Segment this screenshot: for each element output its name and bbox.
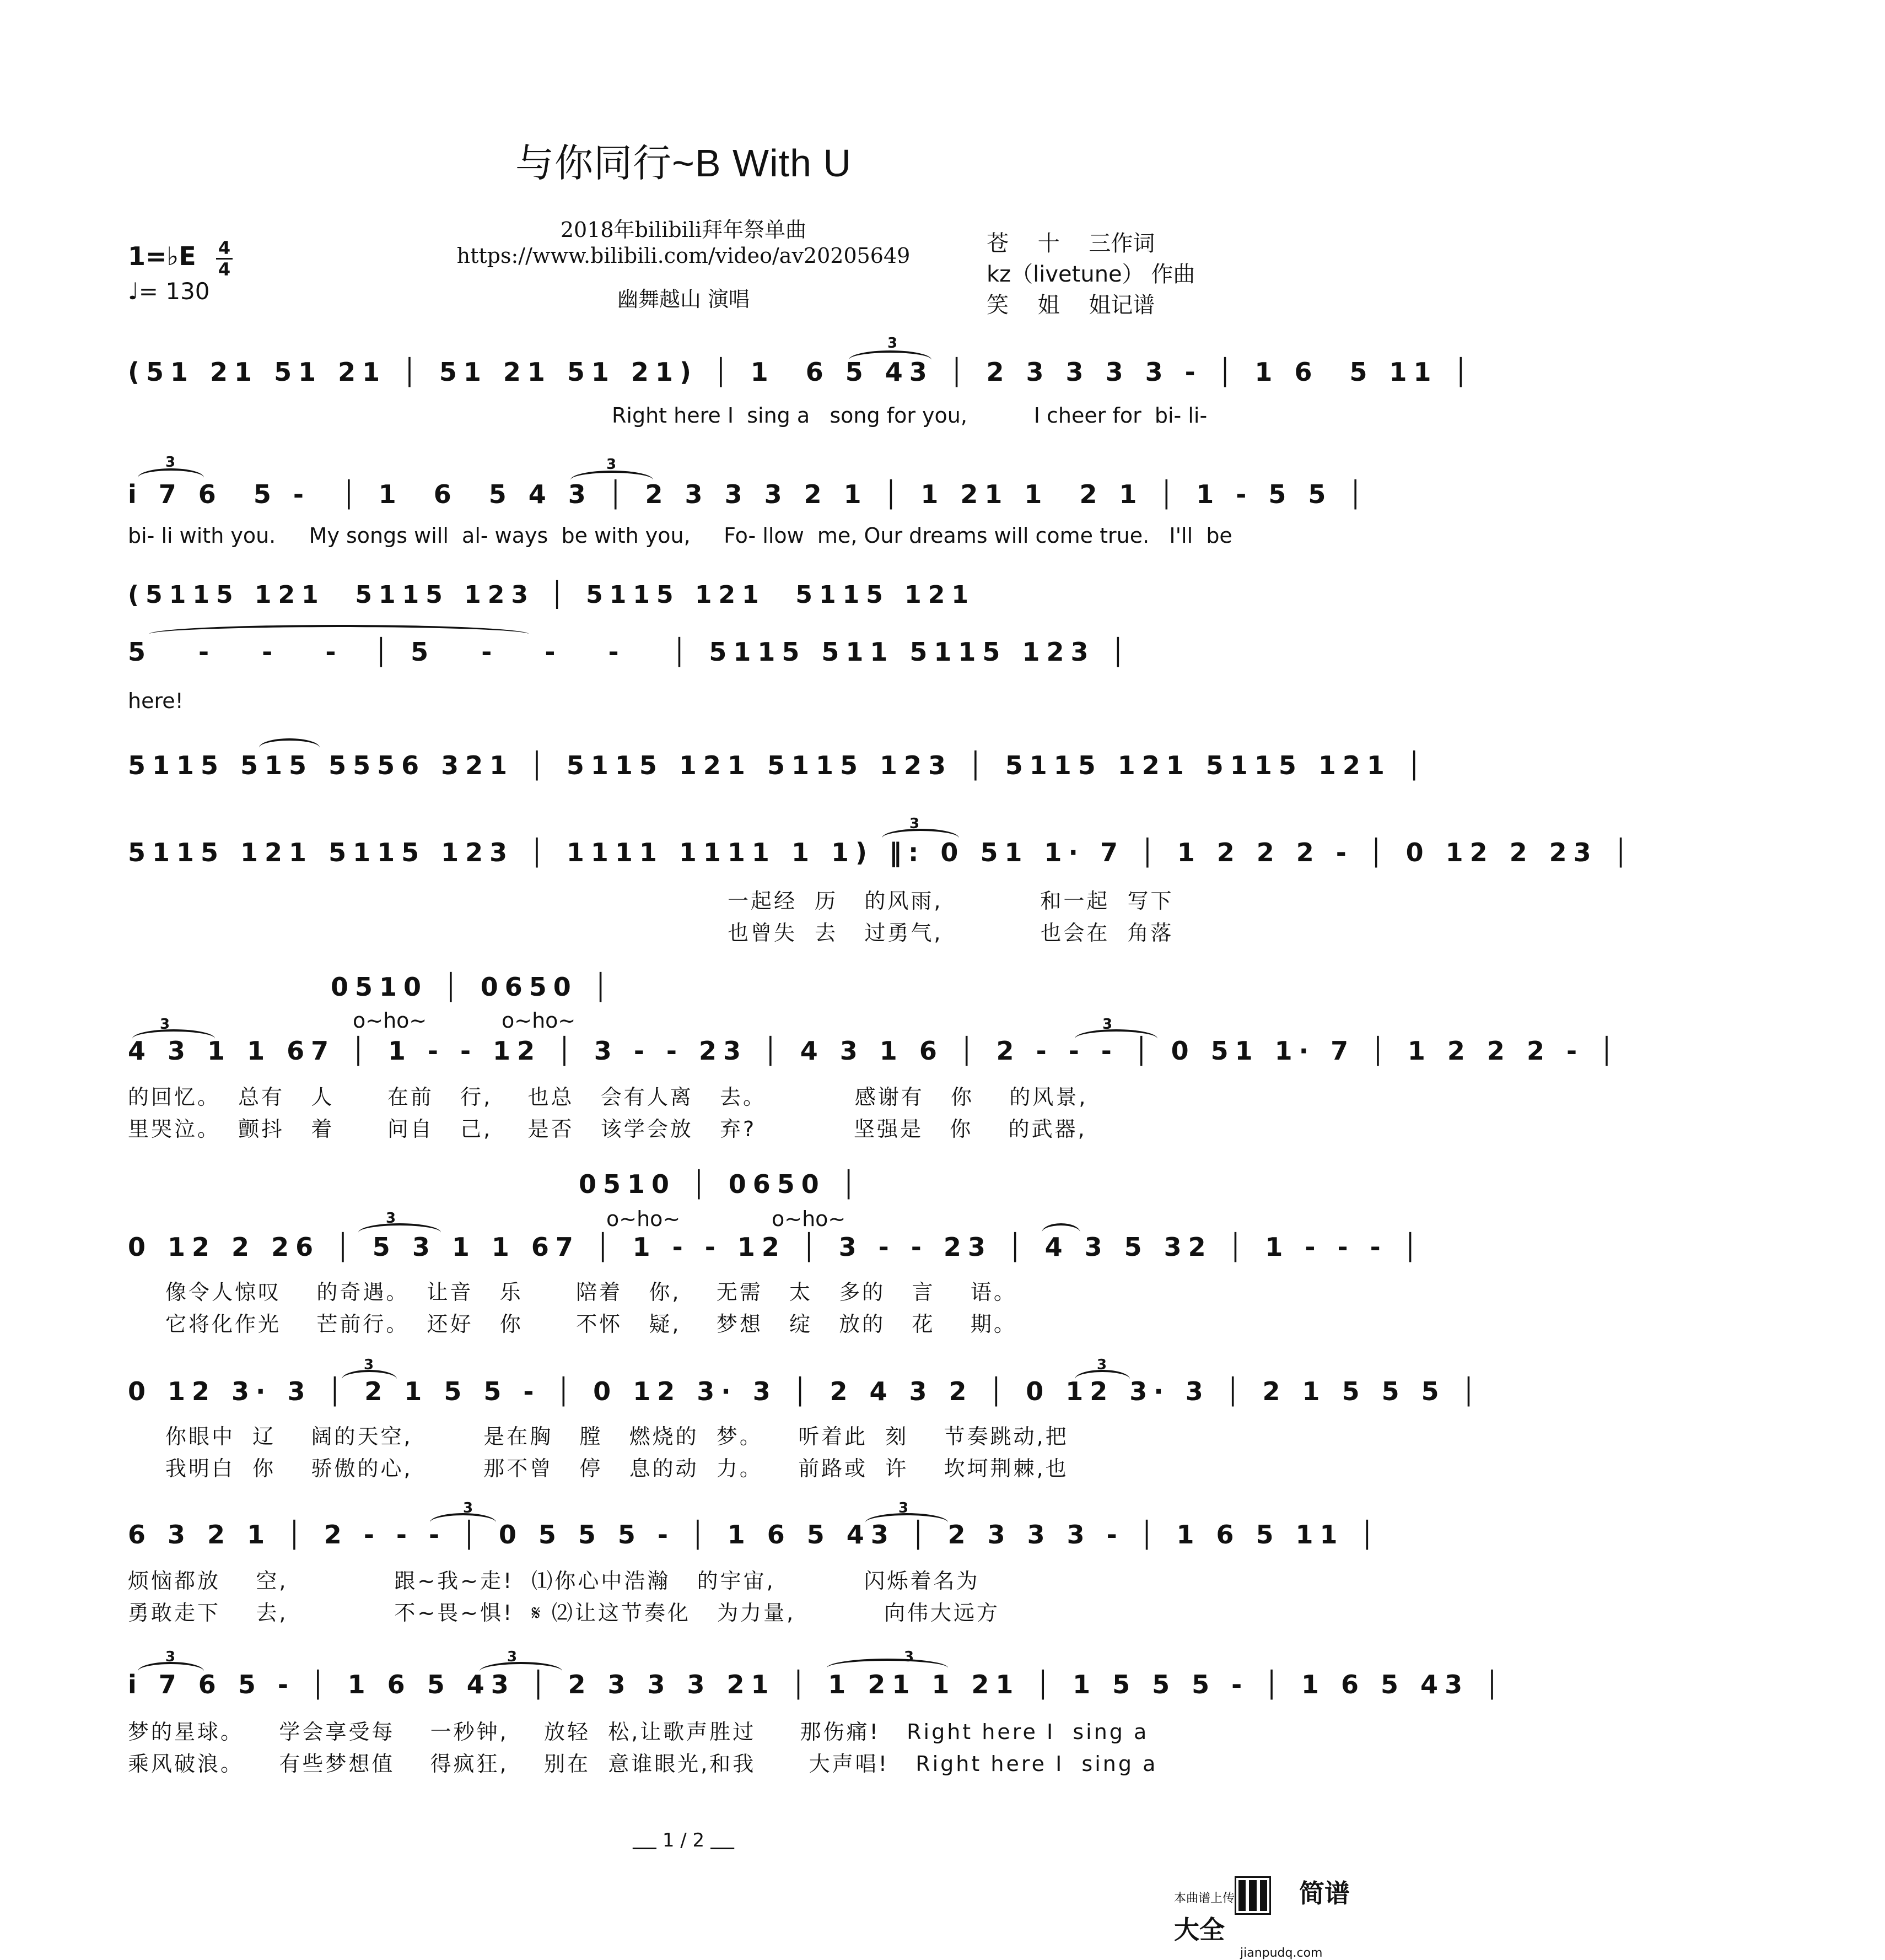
lyric-row-7-verse1: 像令人惊叹 的奇遇。 让音 乐 陪着 你, 无需 太 多的 言 语。 (165, 1280, 1017, 1304)
lyric-row-7-verse2: 它将化作光 芒前行。 还好 你 不怀 疑, 梦想 绽 放的 花 期。 (165, 1312, 1017, 1336)
meter-bottom: 4 (218, 259, 231, 280)
notation-row-3-lower: 5 - - - │ 5 - - - │ 5115 511 5115 123 │ (128, 637, 1133, 667)
notation-row-4: 5115 515 5556 321 │ 5115 121 5115 123 │ 5115 121 5115 121 │ (128, 750, 1429, 780)
lyric-row-6-verse1: 的回忆。 总有 人 在前 行, 也总 会有人离 去。 感谢有 你 的风景, (128, 1085, 1088, 1109)
subtitle-line1: 2018年bilibili拜年祭单曲 (560, 218, 807, 242)
page-number (0, 1829, 1367, 1851)
lyric-row-9-verse2: 勇敢走下 去, 不~畏~惧! 𝄋 ⑵让这节奏化 为力量, 向伟大远方 (128, 1601, 1000, 1625)
notation-row-10: i 7 6 5 - │ 1 6 5 43 │ 2 3 3 3 21 │ 1 21 1 21 │ 1 5 5 5 - │ 1 6 5 43 │ (128, 1670, 1506, 1699)
lyric-row-10-verse1: 梦的星球。 学会享受每 一秒钟, 放轻 松,让歌声胜过 那伤痛! Right here I sing a (128, 1720, 1149, 1744)
lyric-row-5-verse2: 也曾失 去 过勇气, 也会在 角落 (728, 921, 1174, 945)
triplet-mark: 3 (463, 1500, 473, 1516)
notation-row-8: 0 12 3· 3 │ 2 1 5 5 - │ 0 12 3· 3 │ 2 4 3 2 │ 0 12 3· 3 │ 2 1 5 5 5 │ (128, 1376, 1483, 1406)
notation-row-2: i 7 6 5 - │ 1 6 5 4 3 │ 2 3 3 3 2 1 │ 1 21 1 2 1 │ 1 - 5 5 │ (128, 479, 1370, 509)
lyric-row-3: here! (128, 689, 184, 713)
triplet-mark: 3 (887, 335, 898, 352)
notation-row-3-upper: (5115 121 5115 123 │ 5115 121 5115 121 (128, 581, 976, 609)
lyricist: 苍 十 三作词 (987, 231, 1155, 256)
brand-name: 简谱大全 (1174, 1878, 1350, 1945)
meter-top: 4 (218, 237, 231, 258)
notation-row-6: 4 3 1 1 67 │ 1 - - 12 │ 3 - - 23 │ 4 3 1 6 │ 2 - - - │ 0 51 1· 7 │ 1 2 2 2 - │ (128, 1036, 1621, 1066)
brand-url: jianpudq.com (1240, 1946, 1323, 1960)
tempo-marking: ♩= 130 (128, 278, 210, 305)
triplet-mark: 3 (1102, 1016, 1113, 1033)
backing-vocal-3: o~ho~ (606, 1207, 681, 1231)
triplet-mark: 3 (898, 1500, 909, 1516)
triplet-mark: 3 (507, 1649, 518, 1665)
notation-row-5: 5115 121 5115 123 │ 1111 1111 1 1) ‖: 0 51 1· 7 │ 1 2 2 2 - │ 0 12 2 23 │ (128, 838, 1635, 867)
backing-vocal-4: o~ho~ (772, 1207, 846, 1231)
notation-row-7: 0 12 2 26 │ 5 3 1 1 67 │ 1 - - 12 │ 3 - - 23 │ 4 3 5 32 │ 1 - - - │ (128, 1232, 1425, 1262)
harmony-row-2: 0510 │ 0650 │ (579, 1169, 863, 1199)
brand-watermark (1174, 1873, 1367, 1960)
notation-row-9: 6 3 2 1 │ 2 - - - │ 0 5 5 5 - │ 1 6 5 43 │ 2 3 3 3 - │ 1 6 5 11 │ (128, 1520, 1382, 1549)
lyric-row-6-verse2: 里哭泣。 颤抖 着 问自 己, 是否 该学会放 弃? 坚强是 你 的武器, (128, 1117, 1087, 1141)
credits (987, 228, 1195, 321)
triplet-mark: 3 (386, 1210, 396, 1227)
triplet-mark: 3 (1097, 1357, 1107, 1373)
lyric-row-1: Right here I sing a song for you, I cheer for bi- li- (612, 403, 1208, 428)
key-signature: 1=♭E (128, 241, 196, 271)
subtitle-url: https://www.bilibili.com/video/av20205649 (456, 244, 911, 268)
time-signature (216, 239, 233, 278)
song-title: 与你同行~B With U (515, 142, 852, 185)
transcriber: 笑 姐 姐记谱 (987, 293, 1155, 318)
triplet-mark: 3 (165, 454, 176, 471)
key-signature-block (128, 237, 231, 305)
triplet-mark: 3 (904, 1649, 914, 1665)
lyric-row-2: bi- li with you. My songs will al- ways be with you, Fo- llow me, Our dreams will come true. I'll be (128, 523, 1232, 548)
triplet-mark: 3 (909, 816, 920, 832)
triplet-mark: 3 (606, 456, 617, 473)
backing-vocal-1: o~ho~ (353, 1008, 427, 1033)
triplet-mark: 3 (165, 1649, 176, 1665)
brand-note: 本曲谱上传 (1174, 1892, 1235, 1905)
triplet-mark: 3 (364, 1357, 374, 1373)
composer: kz（livetune） 作曲 (987, 262, 1195, 287)
backing-vocal-2: o~ho~ (502, 1008, 576, 1033)
subtitle-performer: 幽舞越山 演唱 (617, 287, 750, 311)
harmony-row-1: 0510 │ 0650 │ (331, 972, 615, 1002)
notation-row-1: (51 21 51 21 │ 51 21 51 21) │ 1 6 5 43 │ 2 3 3 3 3 - │ 1 6 5 11 │ (128, 357, 1475, 387)
triplet-mark: 3 (160, 1016, 170, 1033)
lyric-row-9-verse1: 烦恼都放 空, 跟~我~走! ⑴你心中浩瀚 的宇宙, 闪烁着名为 (128, 1569, 980, 1593)
lyric-row-5-verse1: 一起经 历 的风雨, 和一起 写下 (728, 889, 1174, 913)
lyric-row-10-verse2: 乘风破浪。 有些梦想值 得疯狂, 别在 意谁眼光,和我 大声唱! Right here I sing a (128, 1752, 1158, 1776)
lyric-row-8-verse1: 你眼中 辽 阔的天空, 是在胸 膛 燃烧的 梦。 听着此 刻 节奏跳动,把 (165, 1424, 1069, 1449)
lyric-row-8-verse2: 我明白 你 骄傲的心, 那不曾 停 息的动 力。 前路或 许 坎坷荆棘,也 (165, 1456, 1069, 1481)
page-number-text: 1 / 2 (662, 1829, 705, 1851)
